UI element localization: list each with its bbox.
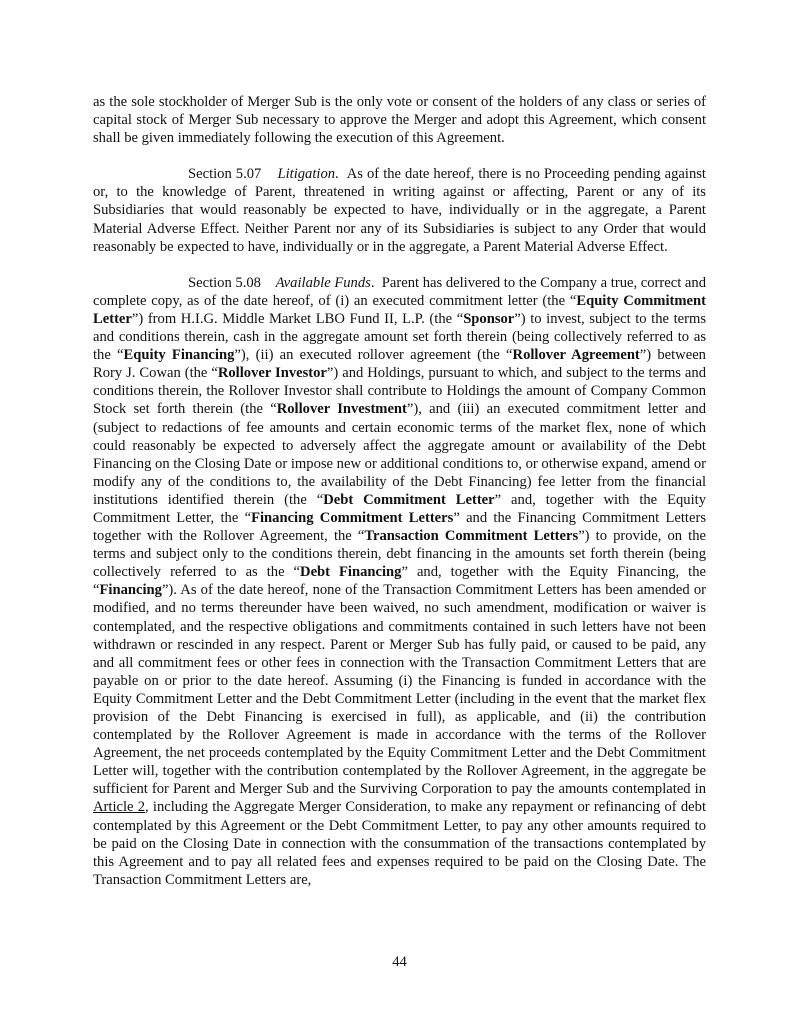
defined-term: Debt Financing [300, 564, 402, 581]
section-number: Section 5.08 [188, 274, 261, 291]
article-2-link[interactable]: Article 2 [93, 799, 146, 816]
defined-term: Financing Commitment Letters [251, 509, 454, 526]
defined-term: Equity Financing [123, 347, 235, 364]
text: ” and, together with the Equity Financing, the “ [93, 564, 706, 599]
text: ”) to provide, on the terms and subject only to the conditions therein, debt financing in the amounts set forth therein (being collectively referred to as the “ [93, 528, 707, 581]
text: ” and the Financing Commitment Letters together with the Rollover Agreement, the “ [93, 509, 707, 545]
section-5-07: Section 5.07 Litigation. As of the date hereof, there is no Proceeding pending against or, to the knowledge of Parent, threatened in writing against or affecting, Parent or any of its Subsidiaries that would reasonably be expected to have, individually or in the aggregate, a Parent Material Adverse Effect. Neither Parent nor any of its Subsidiaries is subject to any Order that would reasonably be expected to have, individually or in the aggregate, a Parent Material Adverse Effect. [93, 166, 706, 255]
defined-term: Rollover Investment [276, 401, 407, 418]
section-5-08: Section 5.08 Available Funds. Parent has delivered to the Company a true, correct and complete copy, as of the date hereof, of (i) an executed commitment letter (the “Equity Commitment Letter”) from H.I.G. Middle Market LBO Fund II, L.P. (the “Sponsor”) to invest, subject to the terms and conditions therein, cash in the aggregate amount set forth therein (being collectively referred to as the “Equity Financing”), (ii) an executed rollover agreement (the “Rollover Agreement”) between Rory J. Cowan (the “Rollover Investor”) and Holdings, pursuant to which, and subject to the terms and conditions therein, the Rollover Investor shall contribute to Holdings the amount of Company Common Stock set forth therein (the “Rollover Investment”), and (iii) an executed commitment letter and (subject to redactions of fee amounts and certain economic terms of the market flex, none of which could reasonably be expected to adversely affect the aggregate amount or availability of the Debt Financing on the Closing Date or impose new or additional conditions to, or otherwise expand, amend or modify any of the conditions to, the availability of the Debt Financing) fee letter from the financial institutions identified therein (the “Debt Commitment Letter” and, together with the Equity Commitment Letter, the “Financing Commitment Letters” and the Financing Commitment Letters together with the Rollover Agreement, the “Transaction Commitment Letters”) to provide, on the terms and subject only to the conditions therein, debt financing in the amounts set forth therein (being collectively referred to as the “Debt Financing” and, together with the Equity Financing, the “Financing”). As of the date hereof, none of the Transaction Commitment Letters has been amended or modified, and no terms thereunder have been waived, no such amendment, modification or waiver is contemplated, and the respective obligations and commitments contained in such letters have not been withdrawn or rescinded in any respect. Parent or Merger Sub has fully paid, or caused to be paid, any and all commitment fees or other fees in connection with the Transaction Commitment Letters that are payable on or prior to the date hereof. Assuming (i) the Financing is funded in accordance with the Equity Commitment Letter and the Debt Commitment Letter (including in the event that the market flex provision of the Debt Financing is exercised in full), as applicable, and (ii) the contribution contemplated by the Rollover Agreement is made in accordance with the terms of the Rollover Agreement, the net proceeds contemplated by the Equity Commitment Letter and the Debt Commitment Letter will, together with the contribution contemplated by the Rollover Agreement, in the aggregate be sufficient for Parent and Merger Sub and the Surviving Corporation to pay the amounts contemplated in Article 2, including the Aggregate Merger Consideration, to make any repayment or refinancing of debt contemplated by this Agreement or the Debt Commitment Letter, to pay any other amounts required to be paid on the Closing Date in connection with the consummation of the transactions contemplated by this Agreement and to pay all related fees and expenses required to be paid on the Closing Date. The Transaction Commitment Letters are, [93, 274, 707, 888]
paragraph-continuation: as the sole stockholder of Merger Sub is the only vote or consent of the holders of any class or series of capital stock of Merger Sub necessary to approve the Merger and adopt this Agreement, which consent shall be given immediately following the execution of this Agreement. [93, 94, 706, 147]
document-page [93, 93, 706, 907]
section-title: Available Funds [275, 274, 371, 291]
text: Parent has delivered to the Company a true, correct and complete copy, as of the date hereof, of (i) an executed commitment letter (the “ [93, 274, 706, 309]
section-body: As of the date hereof, there is no Proceeding pending against or, to the knowledge of Parent, threatened in writing against or affecting, Parent or any of its Subsidiaries that would reasonably be expected to have, individually or in the aggregate, a Parent Material Adverse Effect. Neither Parent nor any of its Subsidiaries is subject to any Order that would reasonably be expected to have, individually or in the aggregate, a Parent Material Adverse Effect. [93, 166, 706, 255]
page-number: 44 [392, 954, 407, 970]
defined-term: Transaction Commitment Letters [364, 528, 579, 545]
text: ”), and (iii) an executed commitment letter and (subject to redactions of fee amounts and certain economic terms of the market flex, none of which could reasonably be expected to adversely affect the aggregate amount or availability of the Debt Financing on the Closing Date or impose new or additional conditions to, or otherwise expand, amend or modify any of the conditions to, the availability of the Debt Financing) fee letter from the financial institutions identified therein (the “ [93, 401, 706, 508]
defined-term: Debt Commitment Letter [323, 491, 495, 508]
text: , including the Aggregate Merger Consideration, to make any repayment or refinancing of debt contemplated by this Agreement or the Debt Commitment Letter, to pay any other amounts required to be paid on the Closing Date in connection with the consummation of the transactions contemplated by this Agreement and to pay all related fees and expenses required to be paid on the Closing Date. The Transaction Commitment Letters are, [93, 799, 706, 888]
text: ”) between Rory J. Cowan (the “ [93, 347, 706, 382]
defined-term: Rollover Agreement [512, 347, 640, 364]
defined-term: Sponsor [463, 310, 515, 327]
text: ”) to invest, subject to the terms and conditions therein, cash in the aggregate amount set forth therein (being collectively referred to as the “ [93, 310, 707, 364]
text: ”), (ii) an executed rollover agreement (the “ [234, 347, 513, 364]
section-title: Litigation [277, 166, 336, 183]
text: ”) and Holdings, pursuant to which, and subject to the terms and conditions therein, the Rollover Investor shall contribute to Holdings the amount of Company Common Stock set forth therein (the “ [93, 365, 706, 418]
text: ” and, together with the Equity Commitment Letter, the “ [93, 491, 706, 526]
defined-term: Rollover Investor [217, 365, 327, 382]
text: ”). As of the date hereof, none of the Transaction Commitment Letters has been amended or modified, and no terms thereunder have been waived, no such amendment, modification or waiver is contemplated, and the respective obligations and commitments contained in such letters have not been withdrawn or rescinded in any respect. Parent or Merger Sub has fully paid, or caused to be paid, any and all commitment fees or other fees in connection with the Transaction Commitment Letters that are payable on or prior to the date hereof. Assuming (i) the Financing is funded in accordance with the Equity Commitment Letter and the Debt Commitment Letter (including in the event that the market flex provision of the Debt Financing is exercised in full), as applicable, and (ii) the contribution contemplated by the Rollover Agreement is made in accordance with the terms of the Rollover Agreement, the net proceeds contemplated by the Equity Commitment Letter and the Debt Commitment Letter will, together with the contribution contemplated by the Rollover Agreement, in the aggregate be sufficient for Parent and Merger Sub and the Surviving Corporation to pay the amounts contemplated in [93, 582, 706, 798]
defined-term: Equity Commitment Letter [93, 292, 706, 327]
text: ”) from H.I.G. Middle Market LBO Fund II, L.P. (the “ [131, 310, 464, 327]
defined-term: Financing [99, 582, 162, 599]
section-number: Section 5.07 [188, 166, 262, 183]
